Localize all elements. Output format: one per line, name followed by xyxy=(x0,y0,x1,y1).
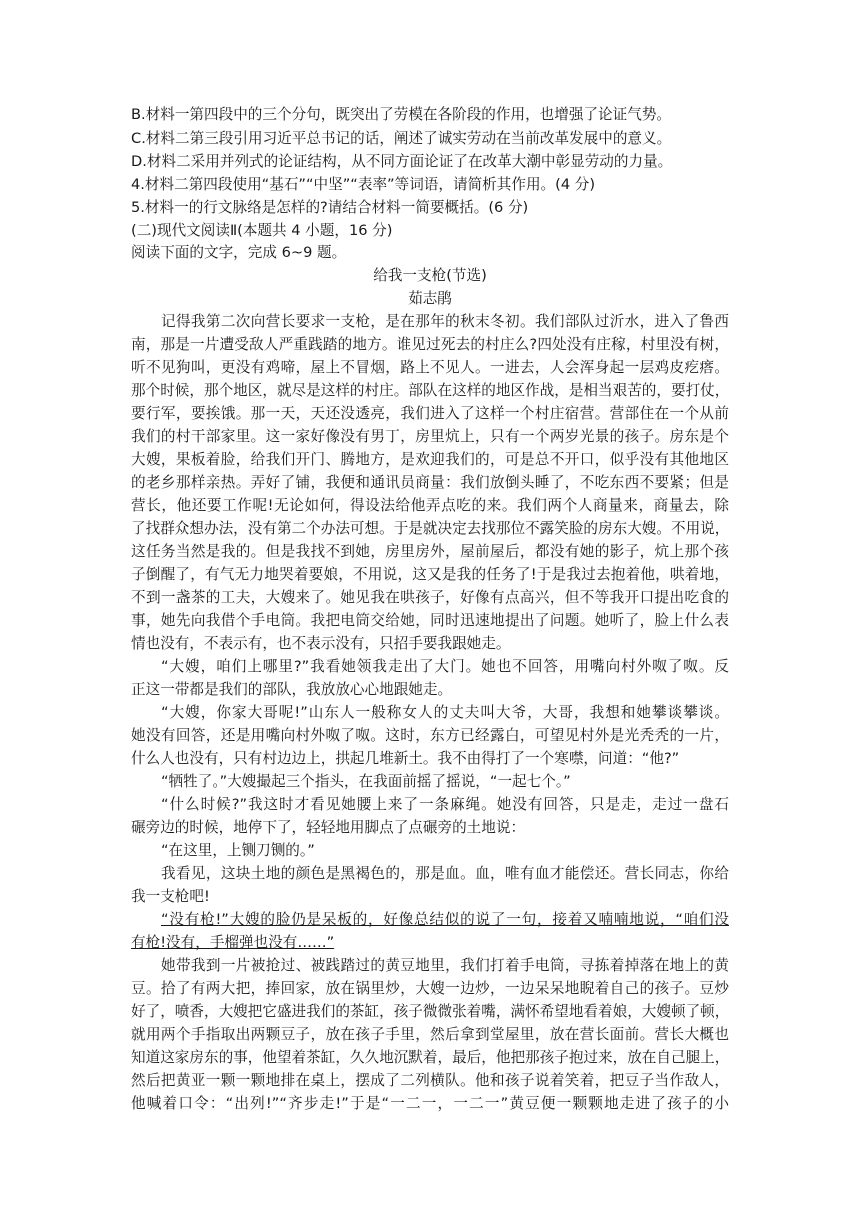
paragraph-line: “什么时候?”我这时才看见她腰上来了一条麻绳。她没有回答，只是走，走过一盘石 xyxy=(161,796,729,813)
paragraph-line: 情也没有，不表示有，也不表示没有，只招手要我跟她走。 xyxy=(131,635,511,652)
paragraph-line: 我们的村干部家里。这一家好像没有男丁，房里炕上，只有一个两岁光景的孩子。房东是个 xyxy=(131,428,729,445)
paragraph-line: 南，那是一片遭受敌人严重践踏的地方。谁见过死去的村庄么?四处没有庄稼，村里没有树， xyxy=(131,336,729,353)
underlined-sentence: “没有枪!”大嫂的脸仍是呆板的，好像总结似的说了一句，接着又喃喃地说，“咱们没 xyxy=(161,911,729,928)
paragraph-line: 记得我第二次向营长要求一支枪，是在那年的秋末冬初。我们部队过沂水，进入了鲁西 xyxy=(161,313,729,330)
paragraph-line: 营长，他还要工作呢!无论如何，得设法给他弄点吃的来。我们两个人商量来，商量去，除 xyxy=(131,497,729,514)
article-title: 给我一支枪(节选) xyxy=(373,267,487,284)
paragraph-line: 的老乡那样亲热。弄好了铺，我便和通讯员商量：我们放倒头睡了，不吃东西不要紧；但是 xyxy=(131,474,729,491)
question-5: 5.材料一的行文脉络是怎样的?请结合材料一简要概括。(6 分) xyxy=(131,199,529,216)
paragraph-line: 事，她先向我借个手电筒。我把电筒交给她，同时迅速地提出了问题。她听了，脸上什么表 xyxy=(131,612,729,629)
question-4: 4.材料二第四段使用“基石”“中坚”“表率”等词语，请简析其作用。(4 分) xyxy=(131,176,596,193)
paragraph-line: “大嫂，你家大哥呢!”山东人一般称女人的丈夫叫大爷，大哥，我想和她攀谈攀谈。 xyxy=(161,704,729,721)
paragraph-line: 他喊着口令：“出列!”“齐步走!”于是“一二一，一二一”黄豆便一颗颗地走进了孩子的小 xyxy=(131,1095,729,1112)
paragraph-line: 她没有回答，还是用嘴向村外呶了呶。这时，东方已经露白，可望见村外是光秃秃的一片， xyxy=(131,727,729,744)
paragraph-line: 豆。拾了有两大把，捧回家，放在锅里炒，大嫂一边炒，一边呆呆地睨着自己的孩子。豆炒 xyxy=(131,980,729,997)
paragraph-line: 我看见，这块土地的颜色是黑褐色的，那是血。血，唯有血才能偿还。营长同志，你给 xyxy=(161,865,729,882)
paragraph-line: 这任务当然是我的。但是我找不到她，房里房外，屋前屋后，都没有她的影子，炕上那个孩 xyxy=(131,543,729,560)
paragraph-line: 知道这家房东的事，他望着茶缸，久久地沉默着，最后，他把那孩子抱过来，放在自己腿上， xyxy=(131,1049,729,1066)
paragraph-line: 就用两个手指取出两颗豆子，放在孩子手里，然后拿到堂屋里，放在营长面前。营长大概也 xyxy=(131,1026,729,1043)
reading-instruction: 阅读下面的文字，完成 6~9 题。 xyxy=(131,244,347,261)
article-author: 茹志鹃 xyxy=(408,290,452,307)
option-d: D.材料二采用并列式的论证结构，从不同方面论证了在改革大潮中彰显劳动的力量。 xyxy=(131,153,673,170)
paragraph-line: 碾旁边的时候，地停下了，轻轻地用脚点了点碾旁的土地说： xyxy=(131,819,526,836)
paragraph-line: “在这里，上铡刀铡的。” xyxy=(161,842,315,859)
paragraph-line: 然后把黄亚一颗一颗地排在桌上，摆成了二列横队。他和孩子说着笑着，把豆子当作敌人， xyxy=(131,1072,729,1089)
paragraph-line: 子倒醒了，有气无力地哭着要娘，不用说，这又是我的任务了!于是我过去抱着他，哄着地， xyxy=(131,566,729,583)
option-c: C.材料二第三段引用习近平总书记的话，阐述了诚实劳动在当前改革发展中的意义。 xyxy=(131,130,672,147)
paragraph-line: 我一支枪吧! xyxy=(131,888,210,905)
underlined-sentence: 有枪!没有，手榴弹也没有……” xyxy=(131,934,335,951)
paragraph-line: 要行军，要挨饿。那一天，天还没透亮，我们进入了这样一个村庄宿营。营部住在一个从前 xyxy=(131,405,729,422)
paragraph-line: 了找群众想办法，没有第二个办法可想。于是就决定去找那位不露笑脸的房东大嫂。不用说， xyxy=(131,520,729,537)
paragraph-line: “牺牲了。”大嫂撮起三个指头，在我面前摇了摇说，“一起七个。” xyxy=(161,773,571,790)
paragraph-line: 那个时候，那个地区，就尽是这样的村庄。部队在这样的地区作战，是相当艰苦的，要打仗， xyxy=(131,382,729,399)
section-heading: (二)现代文阅读Ⅱ(本题共 4 小题，16 分) xyxy=(131,222,393,239)
paragraph-line: 不到一盏茶的工夫，大嫂来了。她见我在哄孩子，好像有点高兴，但不等我开口提出吃食的 xyxy=(131,589,729,606)
paragraph-line: “大嫂，咱们上哪里?”我看她领我走出了大门。她也不回答，用嘴向村外呶了呶。反 xyxy=(161,658,729,675)
option-b: B.材料一第四段中的三个分句，既突出了劳模在各阶段的作用，也增强了论证气势。 xyxy=(131,106,672,123)
paragraph-line: 好了，喷香，大嫂把它盛进我们的茶缸，孩子微微张着嘴，满怀希望地看着娘，大嫂顿了顿， xyxy=(131,1003,729,1020)
paragraph-line: 什么人也没有，只有村边边上，拱起几堆新土。我不由得打了一个寒噤，问道：“他?” xyxy=(131,750,680,767)
paragraph-line: 她带我到一片被抢过、被践踏过的黄豆地里，我们打着手电筒，寻拣着掉落在地上的黄 xyxy=(161,957,729,974)
paragraph-line: 大嫂，果板着脸，给我们开门、腾地方，是欢迎我们的，可是总不开口，似乎没有其他地区 xyxy=(131,451,729,468)
paragraph-line: 正这一带都是我们的部队，我放放心心地跟她走。 xyxy=(131,681,453,698)
paragraph-line: 听不见狗叫，更没有鸡啼，屋上不冒烟，路上不见人。一进去，人会浑身起一层鸡皮疙瘩。 xyxy=(131,359,729,376)
